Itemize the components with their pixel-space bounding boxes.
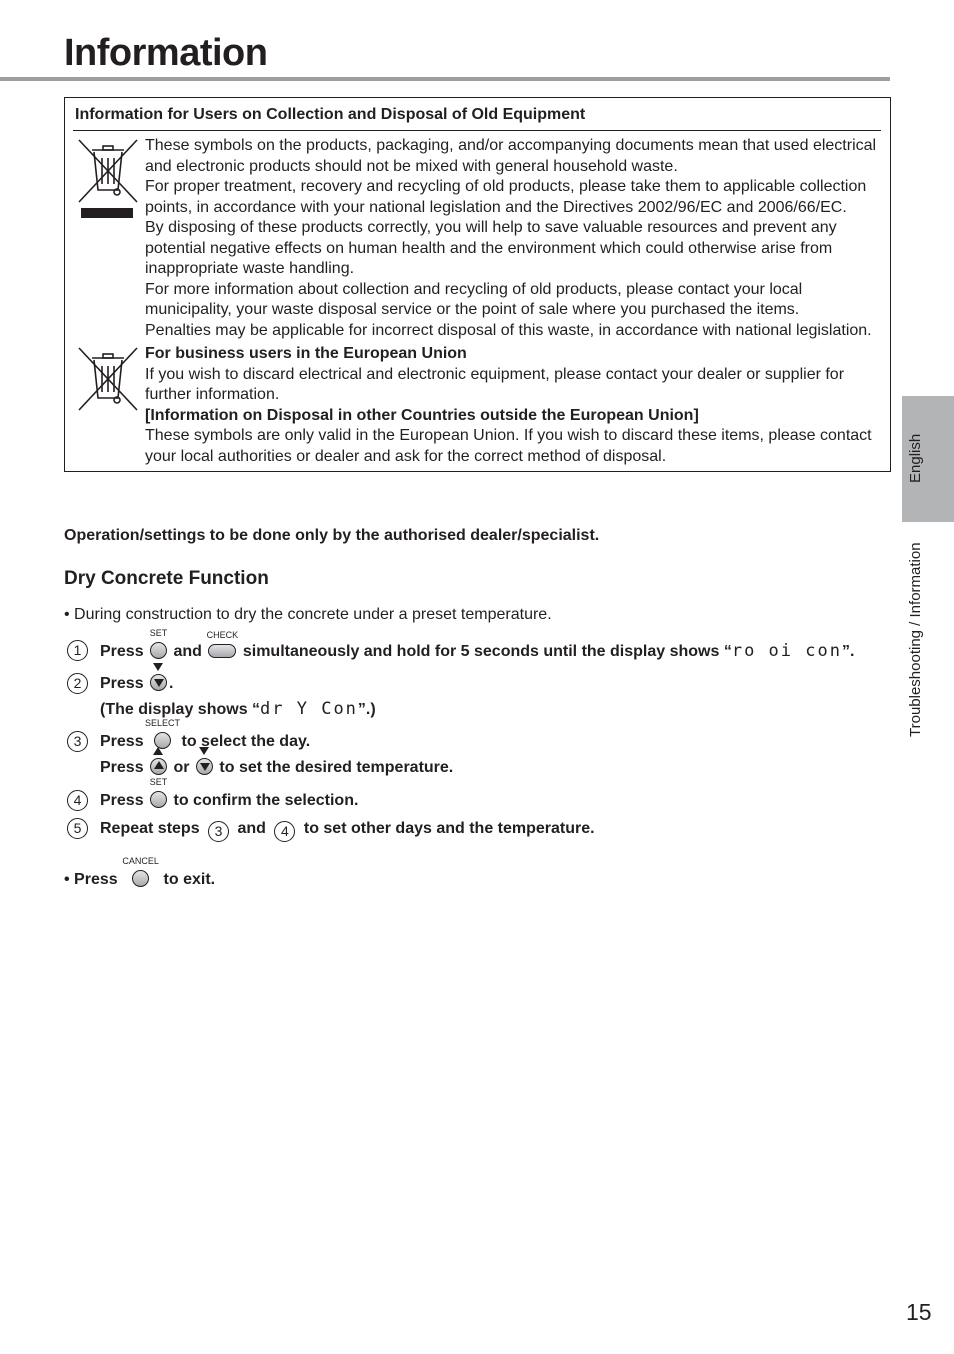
- down-arrow-icon: [199, 747, 209, 755]
- cancel-button-icon: [122, 856, 159, 887]
- side-section-label: Troubleshooting / Information: [907, 542, 924, 737]
- step-text: Press: [100, 643, 144, 660]
- exit-text: to exit.: [163, 871, 216, 888]
- title-rule: [0, 77, 890, 81]
- step-text: to set the desired temperature.: [219, 759, 454, 776]
- step-number: 2: [67, 673, 88, 694]
- select-caption: SELECT: [145, 718, 181, 728]
- step-3-sub-line: [100, 757, 453, 779]
- page-number: 15: [906, 1299, 932, 1325]
- disposal-heading: Information for Users on Collection and Disposal of Old Equipment: [75, 106, 586, 123]
- step-text: and: [173, 643, 202, 660]
- disposal-info-box: [64, 97, 891, 472]
- check-button-icon: [206, 630, 239, 658]
- step-reference: 4: [274, 821, 295, 842]
- disposal-paragraph: Penalties may be applicable for incorrect disposal of this waste, in accordance with national legislation.: [145, 321, 872, 339]
- step-text: to confirm the selection.: [173, 792, 359, 809]
- dry-concrete-heading: Dry Concrete Function: [64, 568, 269, 589]
- step-text: simultaneously and hold for 5 seconds until the display shows “: [242, 643, 732, 660]
- step-text: Repeat steps: [100, 820, 200, 837]
- step-text: Press: [100, 675, 144, 692]
- step-text: .: [169, 675, 174, 692]
- up-button-icon: [150, 758, 167, 775]
- outside-eu-heading: [Information on Disposal in other Countries outside the European Union]: [145, 406, 699, 424]
- cancel-caption: CANCEL: [122, 856, 159, 866]
- step-number: 3: [67, 731, 88, 752]
- step-4-line: [100, 777, 359, 812]
- down-button-icon: [196, 758, 213, 775]
- operation-note: Operation/settings to be done only by the authorised dealer/specialist.: [64, 527, 600, 544]
- down-triangle-icon: [154, 679, 164, 687]
- step-text: (The display shows “: [100, 701, 261, 718]
- step-2-sub-line: [100, 698, 376, 721]
- lcd-display-text: ro oi con: [731, 641, 842, 661]
- set-button-icon: [149, 777, 168, 808]
- disposal-paragraph: For more information about collection and recycling of old products, please contact your local municipality, your waste disposal service or the point of sale where you purchased the items.: [145, 280, 803, 318]
- down-arrow-icon: [153, 663, 163, 671]
- step-number: 4: [67, 790, 88, 811]
- exit-text: • Press: [64, 871, 118, 888]
- disposal-business-text: [145, 344, 880, 467]
- step-number: 1: [67, 640, 88, 661]
- dry-concrete-description: • During construction to dry the concrete under a preset temperature.: [64, 606, 552, 623]
- step-reference: 3: [208, 821, 229, 842]
- step-text: ”.): [357, 701, 376, 718]
- step-text: Press: [100, 759, 144, 776]
- step-text: and: [237, 820, 266, 837]
- disposal-paragraph: These symbols on the products, packaging, and/or accompanying documents mean that used electrical and electronic products should not be mixed with general household waste.: [145, 137, 877, 175]
- disposal-paragraph: For proper treatment, recovery and recycling of old products, please take them to applicable collection points, in accordance with your national legislation and the Directives 2002/96/EC and 2006/66/EC.: [145, 178, 867, 216]
- step-1-line: [100, 628, 855, 663]
- disposal-heading-rule: [73, 130, 881, 131]
- business-heading: For business users in the European Union: [145, 345, 467, 362]
- exit-line: [64, 856, 216, 891]
- step-number: 5: [67, 818, 88, 839]
- step-text: Press: [100, 792, 144, 809]
- crossed-out-wheelie-bin-icon: [77, 138, 139, 225]
- down-button-icon: [150, 674, 167, 691]
- step-text: ”.: [841, 643, 855, 660]
- step-text: to set other days and the temperature.: [303, 820, 595, 837]
- up-triangle-icon: [154, 761, 164, 769]
- up-arrow-icon: [153, 747, 163, 755]
- disposal-general-text: [145, 136, 880, 341]
- step-text: Press: [100, 733, 144, 750]
- step-2-line: [100, 673, 174, 695]
- crossed-out-wheelie-bin-icon: [77, 346, 139, 417]
- set-caption: SET: [149, 777, 168, 787]
- disposal-paragraph: By disposing of these products correctly, you will help to save valuable resources and prevent any potential negative effects on human health and the environment which could otherwise arise from inappropriate waste handling.: [145, 219, 837, 277]
- step-text: to select the day.: [181, 733, 311, 750]
- step-text: or: [173, 759, 190, 776]
- page-title: Information: [64, 32, 268, 74]
- outside-eu-paragraph: These symbols are only valid in the European Union. If you wish to discard these items, please contact your local authorities or dealer and ask for the correct method of disposal.: [145, 427, 872, 465]
- side-tab-language: English: [907, 433, 924, 483]
- set-caption: SET: [149, 628, 168, 638]
- step-5-line: [100, 818, 595, 842]
- down-triangle-icon: [200, 763, 210, 771]
- lcd-display-text: dr Y Con: [260, 699, 358, 719]
- set-button-icon: [149, 628, 168, 659]
- check-caption: CHECK: [206, 630, 239, 640]
- business-paragraph: If you wish to discard electrical and electronic equipment, please contact your dealer or supplier for further information.: [145, 365, 845, 403]
